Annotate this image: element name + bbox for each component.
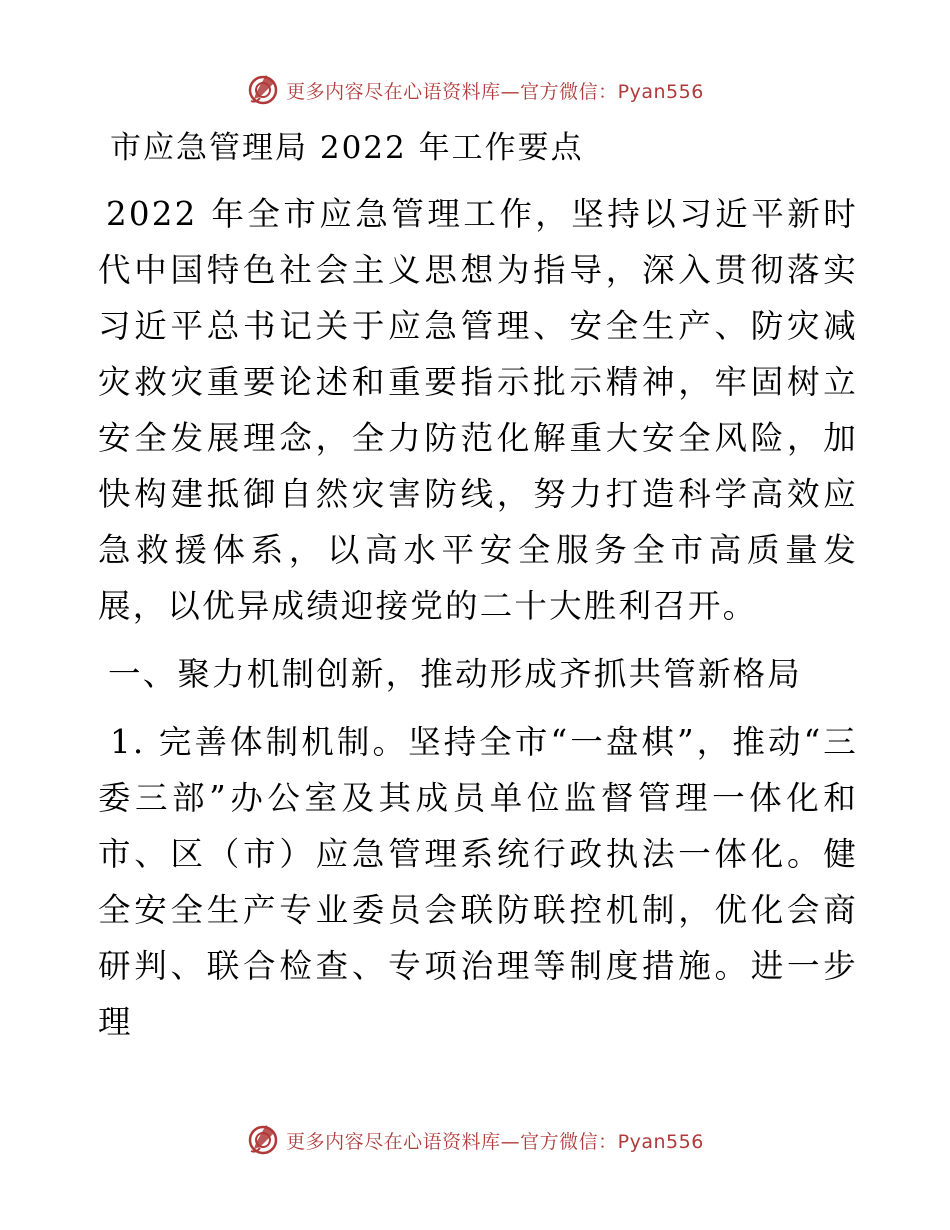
section-heading: 一、聚力机制创新，推动形成齐抓共管新格局 bbox=[108, 655, 803, 693]
watermark-text: 更多内容尽在心语资料库—官方微信：Pyan556 bbox=[286, 1130, 704, 1153]
item-paragraph: 1. 完善体制机制。坚持全市“一盘棋”，推动“三委三部”办公室及其成员单位监督管理一体化和市、区（市）应急管理系统行政执法一体化。健全安全生产专业委员会联防联控机制，优化会商研判、联合检查、专项治理等制度措施。进一步理 bbox=[98, 723, 858, 1041]
header-watermark-banner bbox=[0, 70, 950, 110]
document-title: 市应急管理局 2022 年工作要点 bbox=[110, 130, 584, 166]
brush-circle-logo-icon bbox=[246, 1123, 280, 1157]
watermark-text: 更多内容尽在心语资料库—官方微信：Pyan556 bbox=[286, 80, 704, 103]
brush-circle-logo-icon bbox=[246, 73, 280, 107]
document-body bbox=[98, 120, 858, 1050]
footer-watermark-banner bbox=[0, 1120, 950, 1160]
intro-paragraph: 2022 年全市应急管理工作，坚持以习近平新时代中国特色社会主义思想为指导，深入贯彻落实习近平总书记关于应急管理、安全生产、防灾减灾救灾重要论述和重要指示批示精神，牢固树立安全发展理念，全力防范化解重大安全风险，加快构建抵御自然灾害防线，努力打造科学高效应急救援体系，以高水平安全服务全市高质量发展，以优异成绩迎接党的二十大胜利召开。 bbox=[98, 195, 858, 625]
